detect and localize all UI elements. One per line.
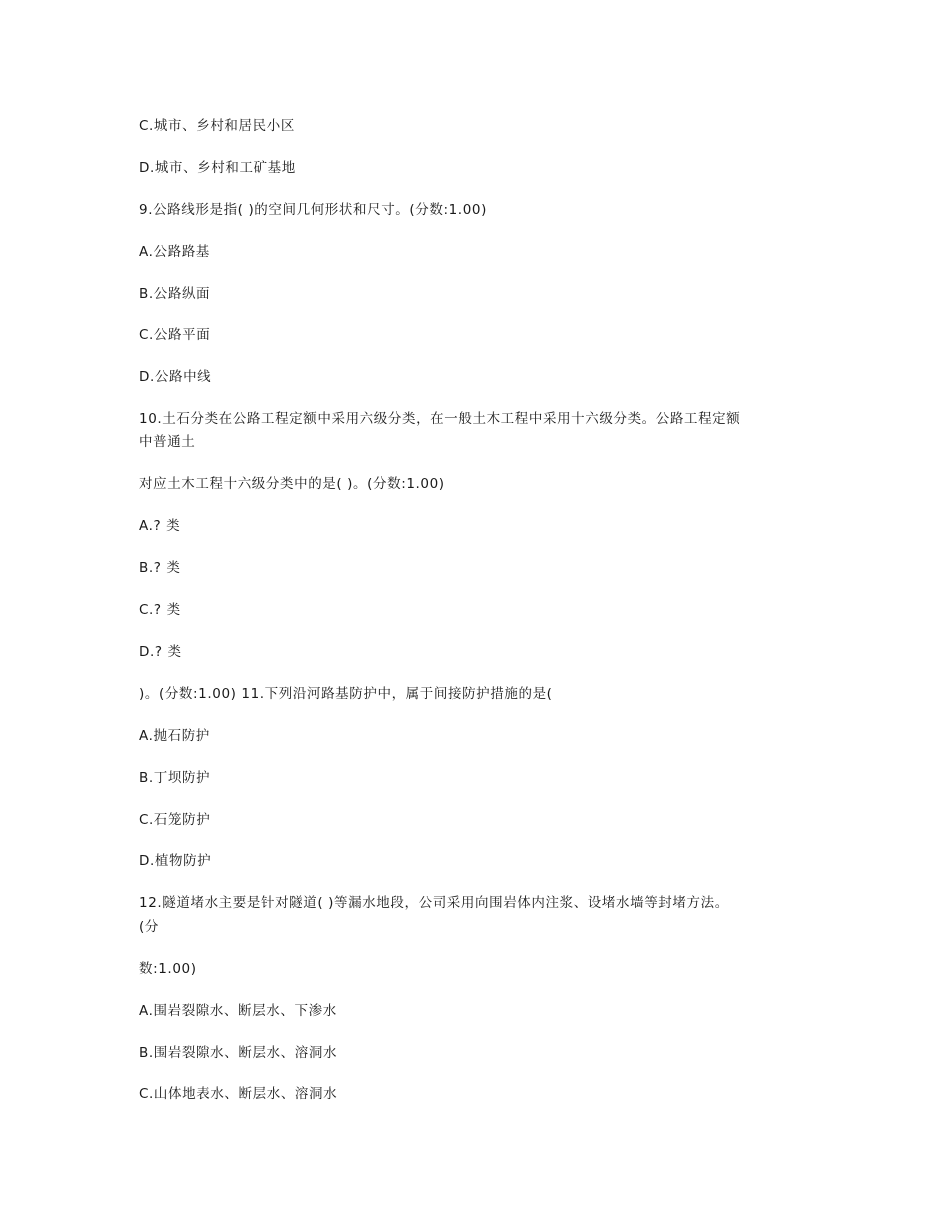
- option-10c: C.? 类: [139, 602, 181, 618]
- option-12c: C.山体地表水、断层水、溶洞水: [139, 1086, 338, 1102]
- question-12-line-3: 数:1.00): [139, 961, 197, 977]
- option-11d: D.植物防护: [139, 853, 212, 869]
- option-8d: D.城市、乡村和工矿基地: [139, 160, 296, 176]
- question-12-line-1: 12.隧道堵水主要是针对隧道( )等漏水地段，公司采用向围岩体内注浆、设堵水墙等封堵方法。: [139, 895, 729, 911]
- question-9: 9.公路线形是指( )的空间几何形状和尺寸。(分数:1.00): [139, 202, 487, 218]
- option-12b: B.围岩裂隙水、断层水、溶洞水: [139, 1045, 338, 1061]
- option-8c: C.城市、乡村和居民小区: [139, 118, 295, 134]
- question-10-line-1: 10.土石分类在公路工程定额中采用六级分类，在一般土木工程中采用十六级分类。公路工程定额: [139, 411, 741, 427]
- option-12a: A.围岩裂隙水、断层水、下渗水: [139, 1003, 337, 1019]
- question-11: )。(分数:1.00) 11.下列沿河路基防护中，属于间接防护措施的是(: [139, 686, 553, 702]
- option-10d: D.? 类: [139, 644, 182, 660]
- option-10b: B.? 类: [139, 560, 181, 576]
- option-9b: B.公路纵面: [139, 286, 211, 302]
- option-9c: C.公路平面: [139, 327, 211, 343]
- option-11b: B.丁坝防护: [139, 770, 211, 786]
- question-12-line-2: (分: [139, 919, 159, 935]
- option-10a: A.? 类: [139, 518, 181, 534]
- option-9d: D.公路中线: [139, 369, 212, 385]
- question-10-line-2: 中普通土: [139, 434, 196, 450]
- option-11a: A.抛石防护: [139, 728, 210, 744]
- question-10-line-3: 对应土木工程十六级分类中的是( )。(分数:1.00): [139, 476, 445, 492]
- option-11c: C.石笼防护: [139, 812, 211, 828]
- option-9a: A.公路路基: [139, 244, 210, 260]
